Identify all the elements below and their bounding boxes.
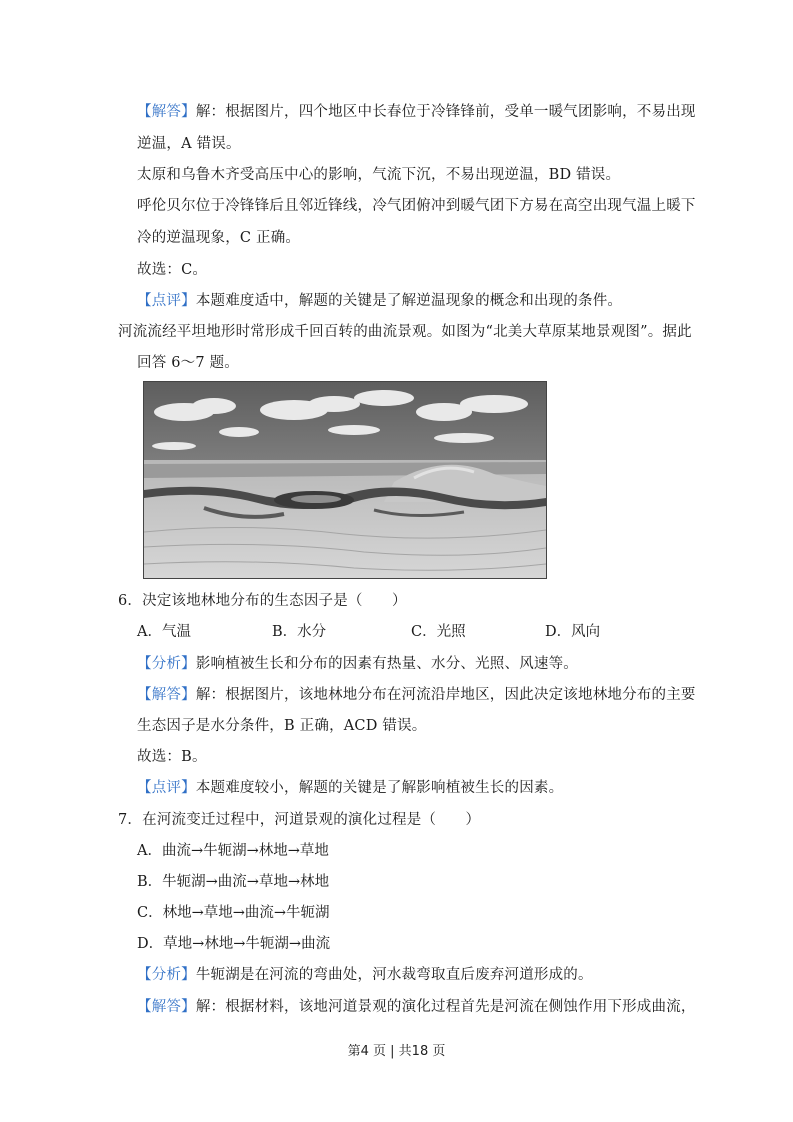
q5-comment: 【点评】本题难度适中，解题的关键是了解逆温现象的概念和出现的条件。: [137, 293, 623, 309]
q7-analysis: 【分析】牛轭湖是在河流的弯曲处，河水裁弯取直后废弃河道形成的。: [137, 967, 593, 983]
q6-option-b[interactable]: B．水分: [272, 624, 327, 640]
page-footer: 第4 页 | 共18 页: [347, 1044, 446, 1059]
q5-answer-line-4: 呼伦贝尔位于冷锋锋后且邻近锋线，冷气团俯冲到暖气团下方易在高空出现气温上暖下: [137, 198, 696, 214]
material-intro-line-1: 河流流经平坦地形时常形成千回百转的曲流景观。如图为“北美大草原某地景观图”。据此: [118, 324, 692, 340]
q6-option-d[interactable]: D．风向: [545, 624, 601, 640]
analysis-tag: 【分析】: [137, 967, 196, 983]
answer-tag: 【解答】: [137, 999, 196, 1015]
q6-option-c[interactable]: C．光照: [411, 624, 466, 640]
q6-choice: 故选：B。: [137, 749, 207, 765]
q6-stem: 6．决定该地林地分布的生态因子是（ ）: [118, 593, 407, 609]
comment-tag: 【点评】: [137, 293, 196, 309]
comment-tag: 【点评】: [137, 780, 196, 796]
analysis-tag: 【分析】: [137, 656, 196, 672]
q6-answer-line-1: 【解答】解：根据图片，该地林地分布在河流沿岸地区，因此决定该地林地分布的主要: [137, 687, 696, 703]
material-intro-line-2: 回答 6～7 题。: [137, 355, 239, 371]
q5-answer-line-2: 逆温，A 错误。: [137, 136, 241, 152]
q5-choice: 故选：C。: [137, 262, 208, 278]
answer-tag: 【解答】: [137, 687, 196, 703]
q7-option-a[interactable]: A．曲流→牛轭湖→林地→草地: [137, 843, 329, 859]
q7-option-d[interactable]: D．草地→林地→牛轭湖→曲流: [137, 936, 331, 952]
q7-answer-line-1: 【解答】解：根据材料，该地河道景观的演化过程首先是河流在侧蚀作用下形成曲流，: [137, 999, 696, 1015]
prairie-landscape-photo: [143, 381, 547, 579]
q6-option-a[interactable]: A．气温: [137, 624, 191, 640]
q5-answer-line-5: 冷的逆温现象，C 正确。: [137, 230, 301, 246]
q6-answer-line-2: 生态因子是水分条件，B 正确，ACD 错误。: [137, 718, 427, 734]
q5-answer-line-1: 【解答】解：根据图片，四个地区中长春位于冷锋锋前，受单一暖气团影响，不易出现: [137, 104, 696, 120]
q6-comment: 【点评】本题难度较小，解题的关键是了解影响植被生长的因素。: [137, 780, 564, 796]
q7-option-c[interactable]: C．林地→草地→曲流→牛轭湖: [137, 905, 330, 921]
q7-option-b[interactable]: B．牛轭湖→曲流→草地→林地: [137, 874, 330, 890]
answer-tag: 【解答】: [137, 104, 196, 120]
q7-stem: 7．在河流变迁过程中，河道景观的演化过程是（ ）: [118, 812, 481, 828]
q6-analysis: 【分析】影响植被生长和分布的因素有热量、水分、光照、风速等。: [137, 656, 579, 672]
q5-answer-line-3: 太原和乌鲁木齐受高压中心的影响，气流下沉，不易出现逆温，BD 错误。: [137, 167, 621, 183]
